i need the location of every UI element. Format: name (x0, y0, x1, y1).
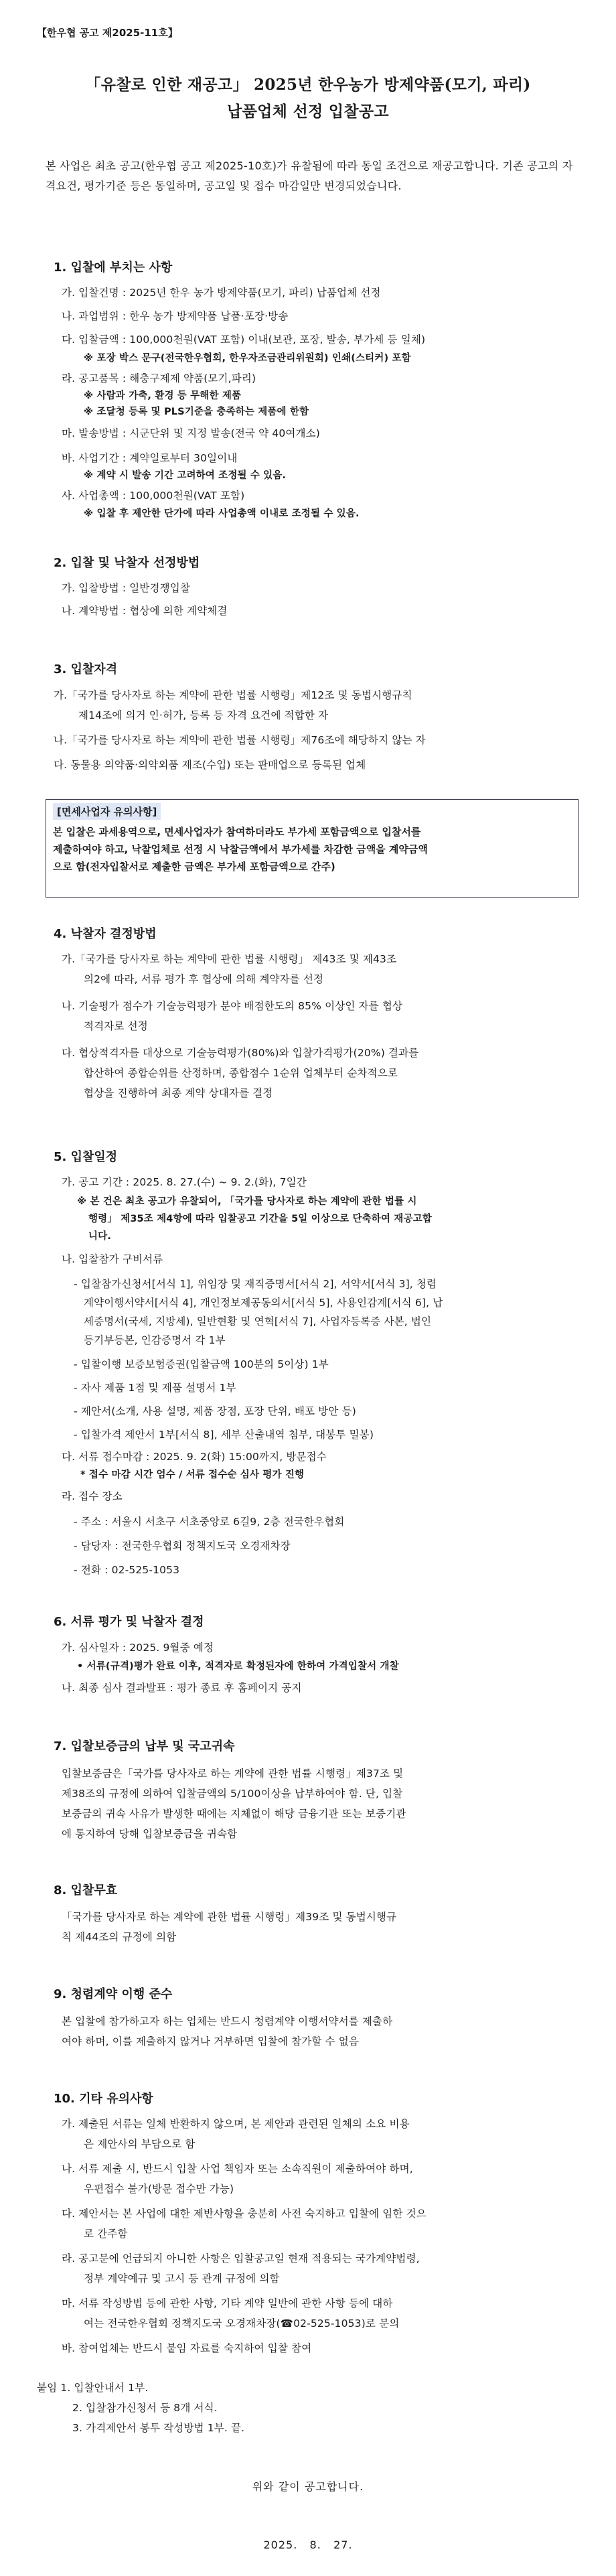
s4-item-c-2: 합산하여 종합순위를 산정하며, 종합점수 1순위 업체부터 순차적으로 (84, 1067, 398, 1079)
s1-note-g: ※ 입찰 후 제안한 단가에 따라 사업총액 이내로 조정될 수 있음. (84, 508, 360, 519)
s7-line-2: 제38조의 규정에 의하여 입찰금액의 5/100이상을 납부하여야 함. 단, 입찰 (62, 1788, 403, 1800)
s7-line-1: 입찰보증금은「국가를 당사자로 하는 계약에 관한 법률 시행령」제37조 및 (62, 1768, 404, 1780)
section-8-title: 8. 입찰무효 (54, 1883, 118, 1898)
s10-item-d-1: 라. 공고문에 언급되지 아니한 사항은 입찰공고일 현재 적용되는 국가계약법령, (62, 2252, 420, 2265)
s10-item-e-2: 여는 전국한우협회 정책지도국 오경재차장(☎02-525-1053)로 문의 (84, 2317, 400, 2330)
s5-item-b: 나. 입찰참가 구비서류 (62, 1253, 163, 1265)
s4-item-c-1: 다. 협상적격자를 대상으로 기술능력평가(80%)와 입찰가격평가(20%) 결과를 (62, 1047, 419, 1059)
s1-note-c: ※ 포장 박스 문구(전국한우협회, 한우자조금관리위원회) 인쇄(스티커) 포함 (84, 353, 411, 364)
s6-note-a: • 서류(규격)평가 완료 이후, 적격자로 확정된자에 한하여 가격입찰서 개찰 (77, 1661, 399, 1672)
s5-note-a1: ※ 본 건은 최초 공고가 유찰되어, 「국가를 당사자로 하는 계약에 관한 법률 시 (77, 1196, 417, 1207)
notice-box-title: [면세사업자 유의사항] (53, 803, 161, 820)
s5-note-a3: 니다. (88, 1231, 111, 1242)
attachment-2: 2. 입찰참가신청서 등 8개 서식. (72, 2402, 218, 2414)
s5-docs-product: - 자사 제품 1점 및 제품 설명서 1부 (74, 1382, 236, 1394)
s1-item-d: 라. 공고품목 : 해충구제제 약품(모기,파리) (62, 372, 256, 384)
section-10-title: 10. 기타 유의사항 (54, 2092, 153, 2106)
section-9-title: 9. 청렴계약 이행 준수 (54, 1987, 173, 2001)
section-3-title: 3. 입찰자격 (54, 662, 118, 676)
issue-date: 2025. 8. 27. (263, 2538, 353, 2551)
s8-line-2: 칙 제44조의 규정에 의함 (62, 1931, 177, 1943)
section-5-title: 5. 입찰일정 (54, 1150, 118, 1164)
s5-note-a2: 행령」 제35조 제4항에 따라 입찰공고 기간을 5일 이상으로 단축하여 재공고합 (88, 1214, 432, 1224)
notice-line-3: 으로 함(전자입찰서로 제출한 금액은 부가세 포함금액으로 간주) (53, 861, 335, 873)
s10-item-a-2: 은 제안사의 부담으로 함 (84, 2138, 196, 2150)
s4-item-c-3: 협상을 진행하여 최종 계약 상대자를 결정 (84, 1087, 273, 1099)
s10-item-c-2: 로 간주함 (84, 2228, 128, 2240)
s6-item-a: 가. 심사일자 : 2025. 9월중 예정 (62, 1642, 214, 1654)
s5-phone: - 전화 : 02-525-1053 (74, 1564, 180, 1576)
s2-item-b: 나. 계약방법 : 협상에 의한 계약체결 (62, 605, 228, 617)
s5-address: - 주소 : 서울시 서초구 서초중앙로 6길9, 2층 전국한우협회 (74, 1516, 345, 1528)
s1-item-f: 바. 사업기간 : 계약일로부터 30일이내 (62, 452, 238, 464)
s1-item-g: 사. 사업총액 : 100,000천원(VAT 포함) (62, 490, 245, 502)
section-1-title: 1. 입찰에 부치는 사항 (54, 261, 173, 275)
title-line-2: 납품업체 선정 입찰공고 (227, 102, 389, 121)
section-7-title: 7. 입찰보증금의 납부 및 국고귀속 (54, 1739, 235, 1754)
s2-item-a: 가. 입찰방법 : 일반경쟁입찰 (62, 582, 191, 594)
s5-docs-line-3: 세증명서(국세, 지방세), 일반현황 및 연혁[서식 7], 사업자등록증 사본, 법인 (84, 1315, 432, 1328)
s10-item-a-1: 가. 제출된 서류는 일체 반환하지 않으며, 본 제안과 관련된 일체의 소요 비용 (62, 2118, 410, 2130)
attachment-3: 3. 가격제안서 봉투 작성방법 1부. 끝. (72, 2422, 245, 2434)
s1-note-d1: ※ 사람과 가축, 환경 등 무해한 제품 (84, 390, 242, 401)
s5-item-c: 다. 서류 접수마감 : 2025. 9. 2(화) 15:00까지, 방문접수 (62, 1451, 327, 1463)
s5-item-d: 라. 접수 장소 (62, 1490, 123, 1502)
s4-item-a-2: 의2에 따라, 서류 평가 후 협상에 의해 계약자를 선정 (84, 973, 324, 985)
s10-item-b-1: 나. 서류 제출 시, 반드시 입찰 사업 책임자 또는 소속직원이 제출하여야 하며, (62, 2163, 413, 2175)
s4-item-a-1: 가.「국가를 당사자로 하는 계약에 관한 법률 시행령」 제43조 및 제43조 (62, 953, 397, 965)
s10-item-c-1: 다. 제안서는 본 사업에 대한 제반사항을 충분히 사전 숙지하고 입찰에 임한 것으 (62, 2208, 427, 2220)
s1-note-f: ※ 계약 시 발송 기간 고려하여 조정될 수 있음. (84, 470, 287, 481)
tax-exempt-notice-box (46, 799, 579, 898)
s1-item-a: 가. 입찰건명 : 2025년 한우 농가 방제약품(모기, 파리) 납품업체 선정 (62, 287, 381, 299)
s1-item-e: 마. 발송방법 : 시군단위 및 지정 발송(전국 약 40여개소) (62, 427, 320, 439)
s9-line-1: 본 입찰에 참가하고자 하는 업체는 반드시 청렴계약 이행서약서를 제출하 (62, 2015, 393, 2027)
s5-note-c: * 접수 마감 시간 엄수 / 서류 접수순 심사 평가 진행 (80, 1470, 305, 1480)
s1-note-d2: ※ 조달청 등록 및 PLS기준을 충족하는 제품에 한함 (84, 407, 309, 417)
notice-line-2: 제출하여야 하고, 낙찰업체로 선정 시 낙찰금액에서 부가세를 차감한 금액을 계약금액 (53, 843, 428, 855)
s7-line-4: 에 통지하여 당해 입찰보증금을 귀속함 (62, 1828, 238, 1840)
s5-docs-line-1: - 입찰참가신청서[서식 1], 위임장 및 재직증명서[서식 2], 서약서[서식 3], 청렴 (74, 1278, 437, 1290)
s4-item-b-1: 나. 기술평가 점수가 기술능력평가 분야 배점한도의 85% 이상인 자를 협상 (62, 1000, 403, 1012)
notice-line-1: 본 입찰은 과세용역으로, 면세사업자가 참여하더라도 부가세 포함금액으로 입찰서를 (53, 826, 421, 838)
s3-item-a-1: 가.「국가를 당사자로 하는 계약에 관한 법률 시행령」제12조 및 동법시행규칙 (54, 689, 412, 701)
notice-box-text (53, 823, 572, 875)
s4-item-b-2: 적격자로 선정 (84, 1020, 148, 1032)
closing-statement: 위와 같이 공고합니다. (252, 2480, 364, 2493)
section-2-title: 2. 입찰 및 낙찰자 선정방법 (54, 556, 200, 570)
s6-item-b: 나. 최종 심사 결과발표 : 평가 종료 후 홈페이지 공지 (62, 1682, 302, 1694)
s10-item-d-2: 정부 계약예규 및 고시 등 관계 규정에 의함 (84, 2273, 280, 2285)
intro-paragraph: 본 사업은 최초 공고(한우협 공고 제2025-10호)가 유찰됨에 따라 동일 조건으로 재공고합니다. 기존 공고의 자격요건, 평가기준 등은 동일하며, 공고일 및 접수 마감일만 변경되었습니다. (46, 159, 573, 192)
s5-contact-person: - 담당자 : 전국한우협회 정책지도국 오경재차장 (74, 1540, 291, 1552)
s3-item-c: 다. 동물용 의약품·의약외품 제조(수입) 또는 판매업으로 등록된 업체 (54, 759, 366, 771)
section-4-title: 4. 낙찰자 결정방법 (54, 927, 157, 941)
title-line-1: 「유찰로 인한 재공고」 2025년 한우농가 방제약품(모기, 파리) (85, 76, 531, 94)
s7-line-3: 보증금의 귀속 사유가 발생한 때에는 지체없이 해당 금융기관 또는 보증기관 (62, 1808, 406, 1820)
s5-docs-line-2: 계약이행서약서[서식 4], 개인정보제공동의서[서식 5], 사용인감계[서식 6], 납 (84, 1297, 443, 1309)
s5-item-a: 가. 공고 기간 : 2025. 8. 27.(수) ~ 9. 2.(화), 7일간 (62, 1176, 307, 1188)
s3-item-b: 나.「국가를 당사자로 하는 계약에 관한 법률 시행령」제76조에 해당하지 않는 자 (54, 734, 426, 746)
attachment-1: 붙임 1. 입찰안내서 1부. (37, 2382, 149, 2394)
s5-docs-bond: - 입찰이행 보증보험증권(입찰금액 100분의 5이상) 1부 (74, 1358, 329, 1370)
s5-docs-price: - 입찰가격 제안서 1부[서식 8], 세부 산출내역 첨부, 대봉투 밀봉) (74, 1429, 374, 1441)
s1-item-b: 나. 과업범위 : 한우 농가 방제약품 납품·포장·방송 (62, 310, 289, 322)
s5-docs-line-4: 등기부등본, 인감증명서 각 1부 (84, 1334, 226, 1346)
s3-item-a-2: 제14조에 의거 인·허가, 등록 등 자격 요건에 적합한 자 (78, 709, 329, 721)
section-6-title: 6. 서류 평가 및 낙찰자 결정 (54, 1615, 204, 1629)
doc-number: 【한우협 공고 제2025-11호】 (37, 27, 178, 39)
s5-docs-proposal: - 제안서(소개, 사용 설명, 제품 장점, 포장 단위, 배포 방안 등) (74, 1405, 356, 1417)
s10-item-e-1: 마. 서류 작성방법 등에 관한 사항, 기타 계약 일반에 관한 사항 등에 대하 (62, 2297, 393, 2309)
s9-line-2: 여야 하며, 이를 제출하지 않거나 거부하면 입찰에 참가할 수 없음 (62, 2035, 359, 2048)
s1-item-c: 다. 입찰금액 : 100,000천원(VAT 포함) 이내(보관, 포장, 발송, 부가세 등 일체) (62, 334, 426, 346)
s10-item-b-2: 우편접수 불가(방문 접수만 가능) (84, 2183, 234, 2195)
s8-line-1: 「국가를 당사자로 하는 계약에 관한 법률 시행령」제39조 및 동법시행규 (62, 1911, 397, 1923)
s10-item-f: 바. 참여업체는 반드시 붙임 자료를 숙지하여 입찰 참여 (62, 2342, 312, 2354)
